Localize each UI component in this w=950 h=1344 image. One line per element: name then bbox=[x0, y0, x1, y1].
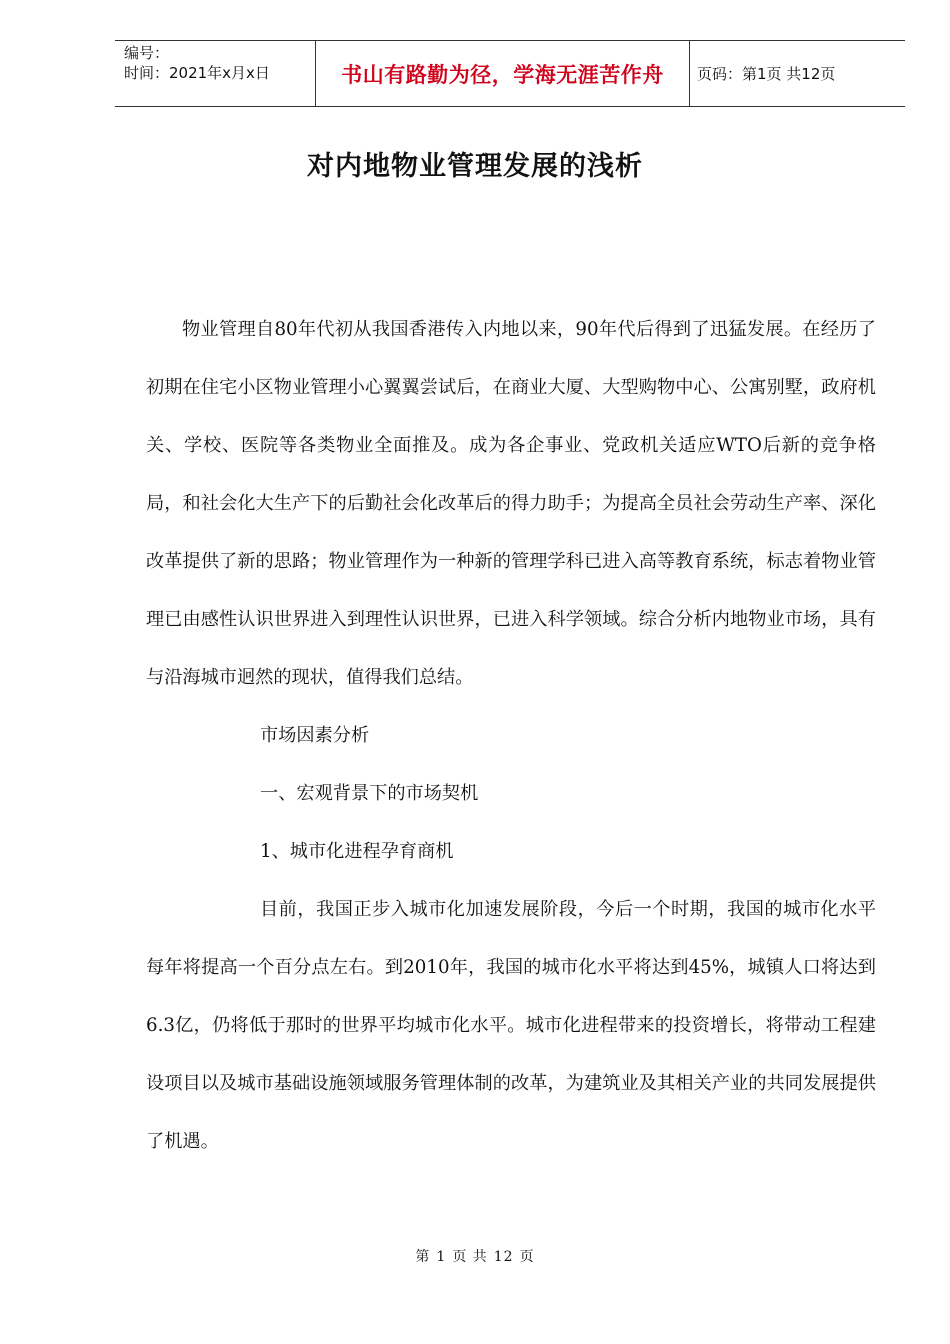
document-time-label: 时间：2021年x月x日 bbox=[124, 64, 270, 82]
document-title: 对内地物业管理发展的浅析 bbox=[307, 151, 643, 182]
page-footer bbox=[0, 1246, 950, 1266]
header-meta-cell bbox=[115, 41, 316, 106]
footer-middle: 页 共 bbox=[452, 1249, 488, 1265]
intro-paragraph: 物业管理自80年代初从我国香港传入内地以来，90年代后得到了迅猛发展。在经历了初期在住宅小区物业管理小心翼翼尝试后，在商业大厦、大型购物中心、公寓别墅，政府机关、学校、医院等各类物业全面推及。成为各企事业、党政机关适应WTO后新的竞争格局，和社会化大生产下的后勤社会化改革后的得力助手；为提高全员社会劳动生产率、深化改革提供了新的思路；物业管理作为一种新的管理学科已进入高等教育系统，标志着物业管理已由感性认识世界进入到理性认识世界，已进入科学领域。综合分析内地物业市场，具有与沿海城市迥然的现状，值得我们总结。 bbox=[146, 319, 876, 688]
document-number-label: 编号： bbox=[124, 44, 170, 62]
header-motto-cell bbox=[316, 41, 690, 106]
header-page-info: 页码：第1页 共12页 bbox=[697, 65, 836, 83]
header-motto: 书山有路勤为径，学海无涯苦作舟 bbox=[341, 62, 664, 87]
header-page-cell bbox=[690, 41, 905, 106]
header-table bbox=[115, 40, 905, 107]
section-heading: 市场因素分析 bbox=[260, 725, 370, 746]
subsection-heading: 一、宏观背景下的市场契机 bbox=[260, 783, 479, 804]
point-heading: 1、城市化进程孕育商机 bbox=[260, 841, 454, 862]
footer-prefix: 第 bbox=[415, 1249, 431, 1265]
footer-suffix: 页 bbox=[519, 1249, 535, 1265]
document-body bbox=[146, 301, 876, 1171]
point-paragraph: 目前，我国正步入城市化加速发展阶段，今后一个时期，我国的城市化水平每年将提高一个百分点左右。到2010年，我国的城市化水平将达到45%，城镇人口将达到6.3亿，仍将低于那时的世界平均城市化水平。城市化进程带来的投资增长，将带动工程建设项目以及城市基础设施领域服务管理体制的改革，为建筑业及其相关产业的共同发展提供了机遇。 bbox=[146, 899, 876, 1152]
footer-total-pages: 12 bbox=[493, 1249, 514, 1265]
footer-current-page: 1 bbox=[436, 1249, 447, 1265]
